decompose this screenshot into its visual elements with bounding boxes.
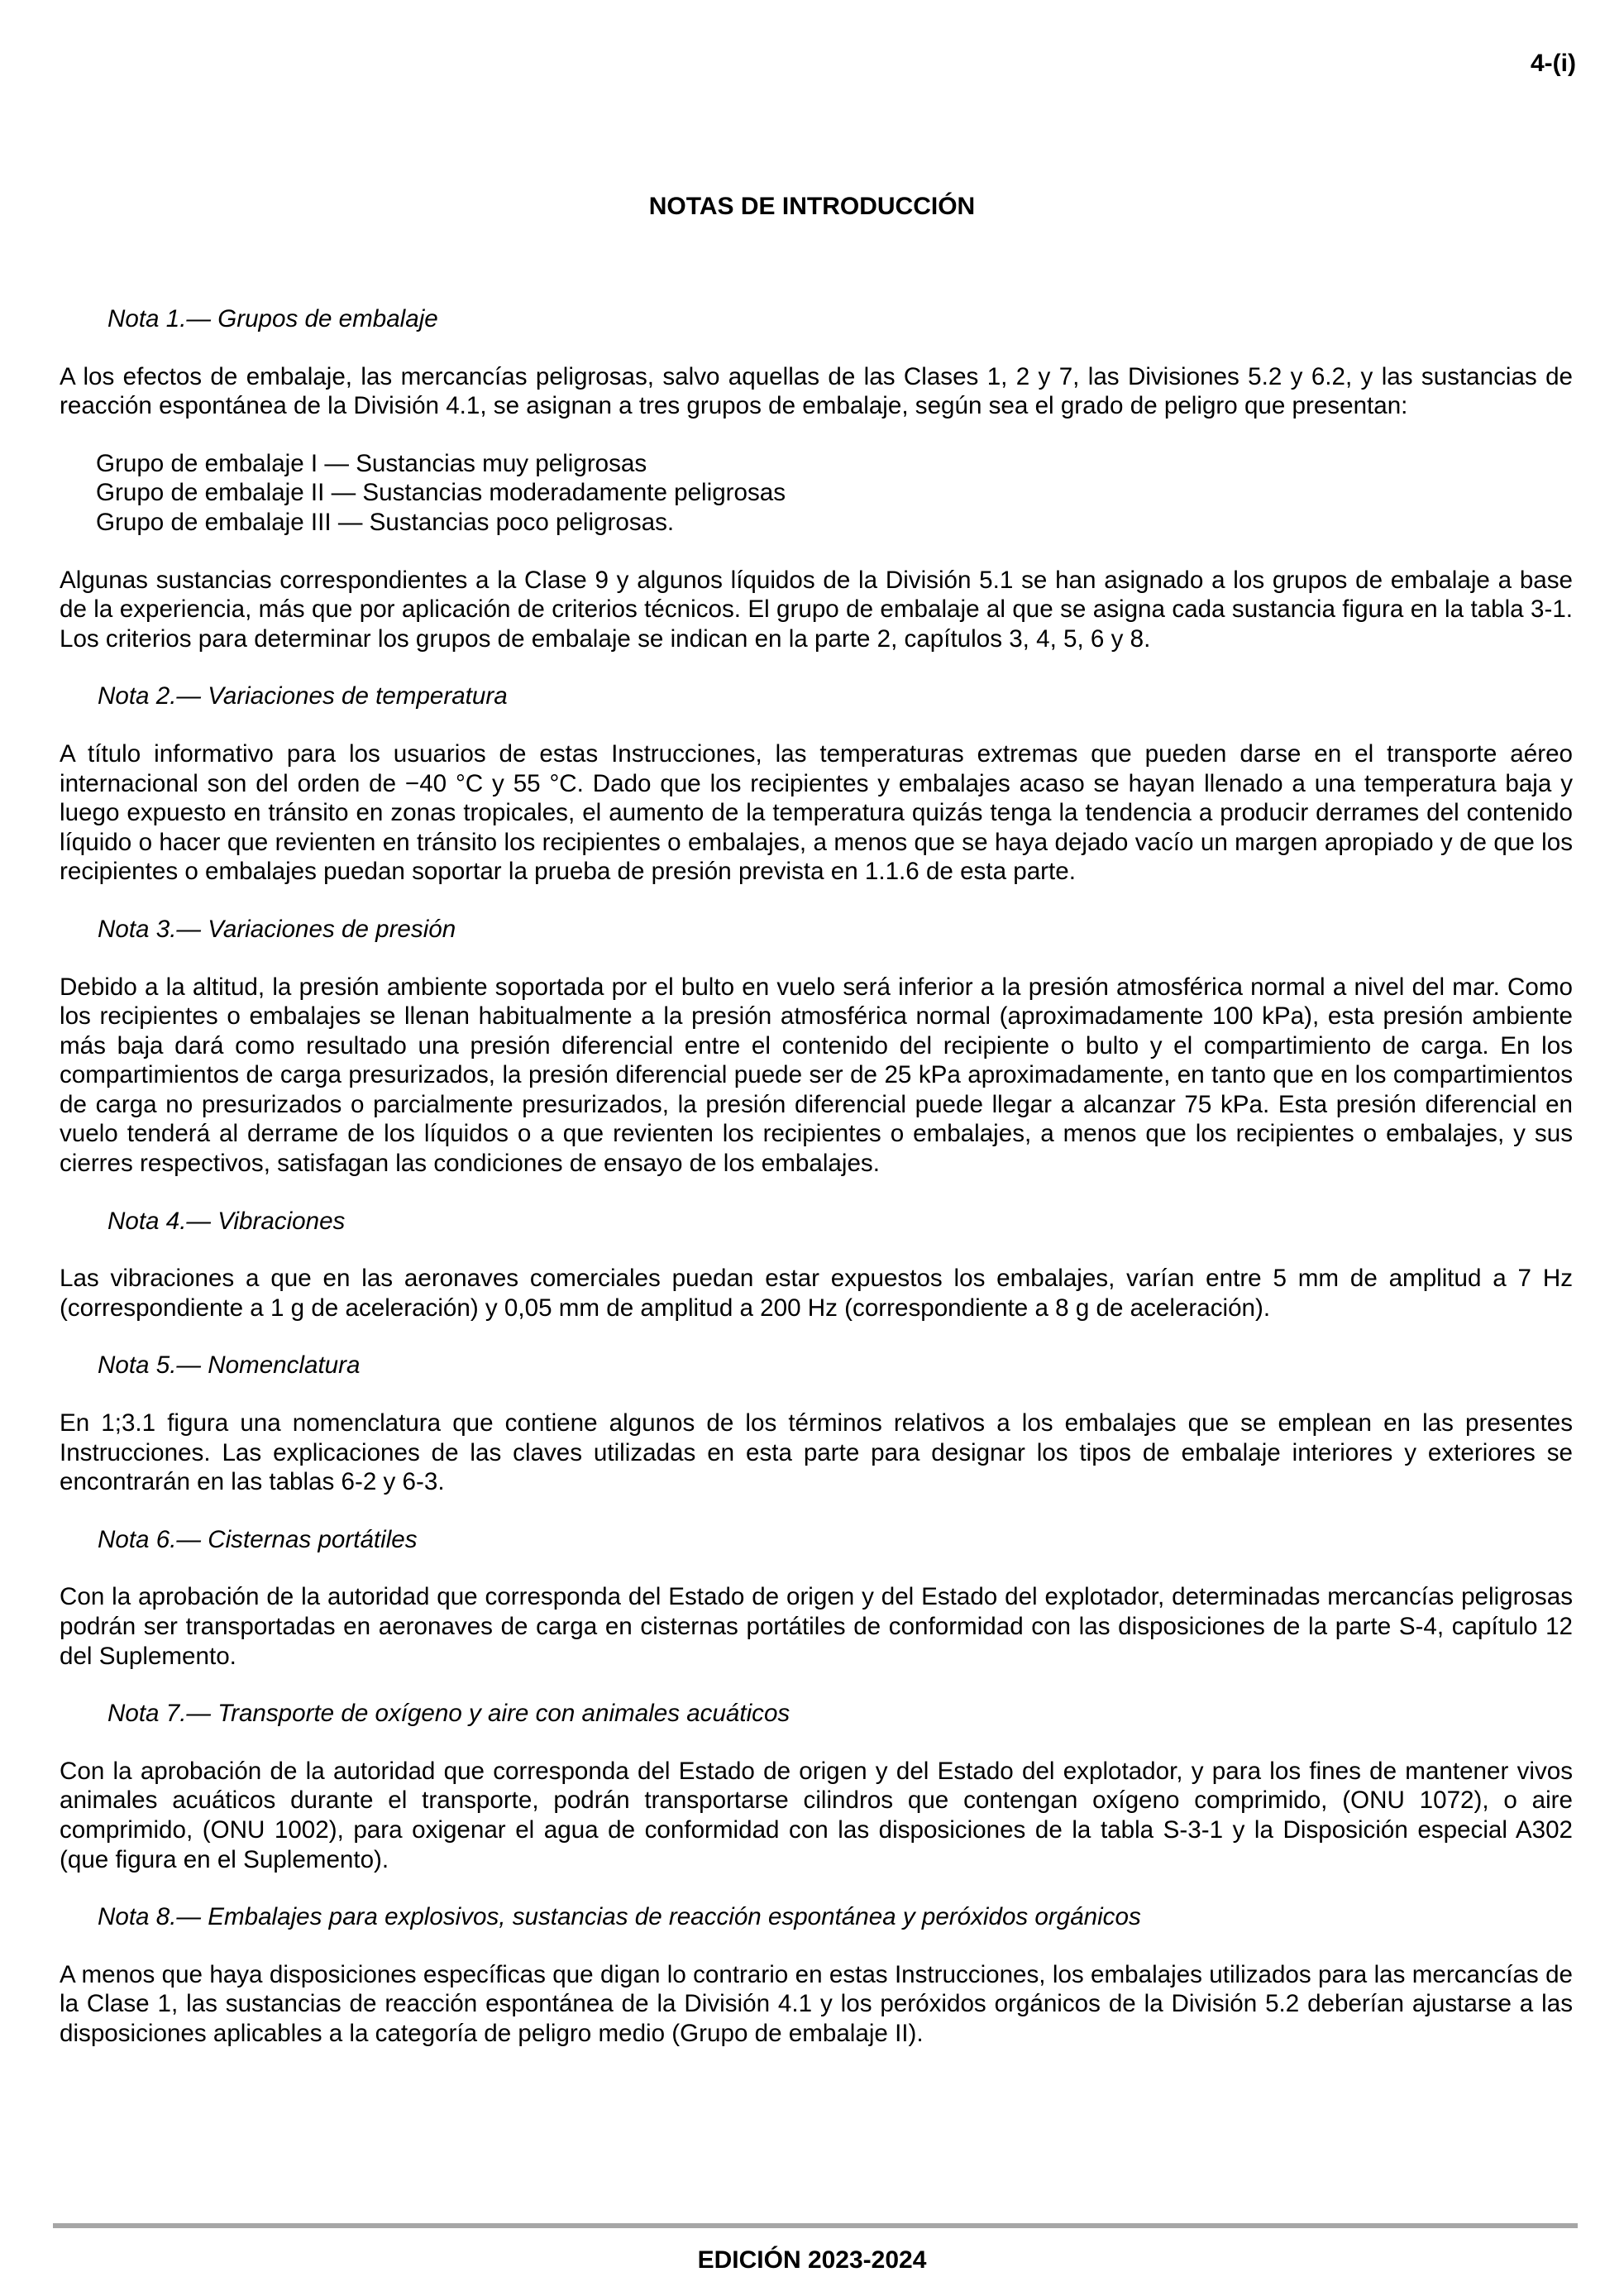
note-6 xyxy=(60,1525,1573,1671)
packing-group-item: Grupo de embalaje II — Sustancias moderadamente peligrosas xyxy=(96,479,786,507)
note-heading: Nota 7.— Transporte de oxígeno y aire con animales acuáticos xyxy=(107,1700,791,1728)
note-heading: Nota 6.— Cisternas portátiles xyxy=(98,1525,418,1553)
note-heading: Nota 4.— Vibraciones xyxy=(107,1207,346,1235)
note-paragraph: Las vibraciones a que en las aeronaves comerciales puedan estar expuestos los embalajes, varían entre 5 mm de amplitud a 7 Hz (correspondiente a 1 g de aceleración) y 0,05 mm de amplitud a 200 Hz (correspondiente a 8 g de aceleración). xyxy=(60,1265,1573,1322)
note-7 xyxy=(60,1699,1573,1874)
note-heading: Nota 3.— Variaciones de presión xyxy=(98,915,456,943)
note-paragraph: Algunas sustancias correspondientes a la Clase 9 y algunos líquidos de la División 5.1 se han asignado a los grupos de embalaje a base de la experiencia, más que por aplicación de criterios técnicos. El grupo de embalaje al que se asigna cada sustancia figura en la tabla 3-1. Los criterios para determinar los grupos de embalaje se indican en la parte 2, capítulos 3, 4, 5, 6 y 8. xyxy=(60,566,1573,653)
notes-content xyxy=(60,304,1573,2077)
note-paragraph: Debido a la altitud, la presión ambiente soportada por el bulto en vuelo será inferior a la presión atmosférica normal a nivel del mar. Como los recipientes o embalajes se llenan habitualmente a la presión atmosférica normal (aproximadamente 100 kPa), esta presión ambiente más baja dará como resultado una presión diferencial entre el contenido del recipiente o bulto y el compartimiento de carga. En los compartimientos de carga presurizados, la presión diferencial puede ser de 25 kPa aproximadamente, en tanto que en los compartimientos de carga no presurizados o parcialmente presurizados, la presión diferencial puede llegar a alcanzar 75 kPa. Esta presión diferencial en vuelo tenderá al derrame de los líquidos o a que revienten los recipientes o embalajes, a menos que los recipientes o embalajes, y sus cierres respectivos, satisfagan las condiciones de ensayo de los embalajes. xyxy=(60,973,1573,1178)
note-2 xyxy=(60,682,1573,887)
note-4 xyxy=(60,1207,1573,1323)
note-1 xyxy=(60,304,1573,653)
packing-groups-list xyxy=(60,449,1573,538)
footer-divider xyxy=(53,2223,1578,2228)
note-5 xyxy=(60,1351,1573,1496)
note-paragraph: Con la aprobación de la autoridad que corresponda del Estado de origen y del Estado del explotador, determinadas mercancías peligrosas podrán ser transportadas en aeronaves de carga en cisternas portátiles de conformidad con las disposiciones de la parte S-4, capítulo 12 del Suplemento. xyxy=(60,1583,1573,1670)
note-heading: Nota 2.— Variaciones de temperatura xyxy=(98,682,508,710)
page-number: 4-(i) xyxy=(1531,50,1576,77)
document-title: NOTAS DE INTRODUCCIÓN xyxy=(648,193,976,220)
note-paragraph: Con la aprobación de la autoridad que corresponda del Estado de origen y del Estado del explotador, y para los fines de mantener vivos animales acuáticos durante el transporte, podrán transportarse cilindros que contengan oxígeno comprimido, (ONU 1072), o aire comprimido, (ONU 1002), para oxigenar el agua de conformidad con las disposiciones de la tabla S-3-1 y la Disposición especial A302 (que figura en el Suplemento). xyxy=(60,1757,1573,1873)
note-paragraph: A título informativo para los usuarios de estas Instrucciones, las temperaturas extremas que pueden darse en el transporte aéreo internacional son del orden de −40 °C y 55 °C. Dado que los recipientes y embalajes acaso se hayan llenado a una temperatura baja y luego expuesto en tránsito en zonas tropicales, el aumento de la temperatura quizás tenga la tendencia a producir derrames del contenido líquido o hacer que revienten en tránsito los recipientes o embalajes, a menos que se haya dejado vacío un margen apropiado y de que los recipientes o embalajes puedan soportar la prueba de presión prevista en 1.1.6 de esta parte. xyxy=(60,739,1573,886)
note-heading: Nota 5.— Nomenclatura xyxy=(98,1351,361,1380)
note-paragraph: A los efectos de embalaje, las mercancías peligrosas, salvo aquellas de las Clases 1, 2 y 7, las Divisiones 5.2 y 6.2, y las sustancias de reacción espontánea de la División 4.1, se asignan a tres grupos de embalaje, según sea el grado de peligro que presentan: xyxy=(60,362,1573,420)
note-heading: Nota 8.— Embalajes para explosivos, sustancias de reacción espontánea y peróxidos orgánicos xyxy=(98,1903,1141,1931)
note-heading: Nota 1.— Grupos de embalaje xyxy=(107,305,438,332)
note-paragraph: A menos que haya disposiciones específicas que digan lo contrario en estas Instrucciones, los embalajes utilizados para las mercancías de la Clase 1, las sustancias de reacción espontánea de la División 4.1 y los peróxidos orgánicos de la División 5.2 deberían ajustarse a las disposiciones aplicables a la categoría de peligro medio (Grupo de embalaje II). xyxy=(60,1960,1573,2047)
edition-label: EDICIÓN 2023-2024 xyxy=(697,2246,927,2274)
note-8 xyxy=(60,1902,1573,2048)
packing-group-item: Grupo de embalaje I — Sustancias muy peligrosas xyxy=(96,449,647,477)
note-3 xyxy=(60,915,1573,1179)
note-paragraph: En 1;3.1 figura una nomenclatura que contiene algunos de los términos relativos a los embalajes que se emplean en las presentes Instrucciones. Las explicaciones de las claves utilizadas en esta parte para designar los tipos de embalaje interiores y exteriores se encontrarán en las tablas 6-2 y 6-3. xyxy=(60,1409,1573,1496)
packing-group-item: Grupo de embalaje III — Sustancias poco peligrosas. xyxy=(96,508,675,536)
